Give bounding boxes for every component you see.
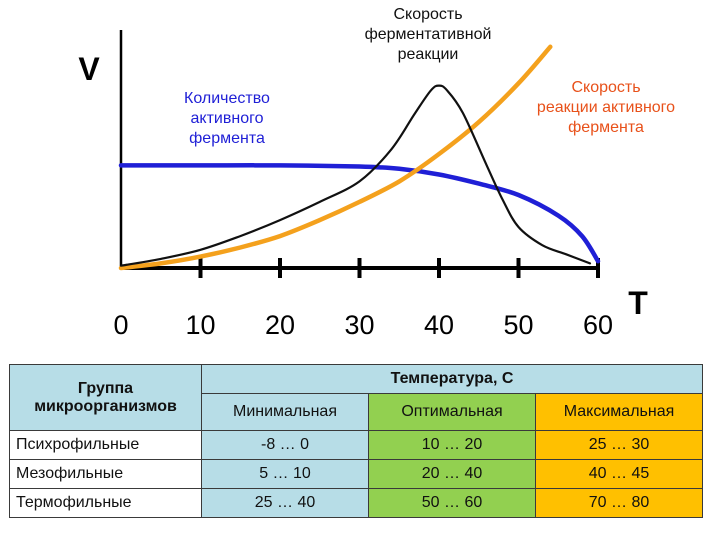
active-enzyme-rate-line (121, 47, 550, 268)
label-active-enzyme-rate: Скорость реакции активного фермента (536, 79, 676, 136)
row-name: Мезофильные (10, 460, 202, 489)
subheader-max: Максимальная (536, 394, 703, 431)
table-header-row (10, 365, 703, 394)
row-opt: 50 … 60 (369, 489, 536, 518)
header-temperature: Температура, С (202, 365, 703, 394)
row-max: 40 … 45 (536, 460, 703, 489)
x-tick-label: 40 (423, 310, 455, 340)
microorganism-temperature-table (9, 364, 703, 518)
y-axis-label: V (78, 51, 100, 87)
x-tick-label: 30 (344, 310, 375, 340)
row-max: 70 … 80 (536, 489, 703, 518)
active-enzyme-amount-line (121, 165, 598, 261)
subheader-min: Минимальная (202, 394, 369, 431)
row-min: 5 … 10 (202, 460, 369, 489)
table-row (10, 489, 703, 518)
x-tick-label: 50 (503, 310, 534, 340)
row-max: 25 … 30 (536, 431, 703, 460)
table-row (10, 460, 703, 489)
row-name: Термофильные (10, 489, 202, 518)
label-active-enzyme-amount: Количество активного фермента (184, 90, 270, 147)
row-opt: 10 … 20 (369, 431, 536, 460)
row-min: -8 … 0 (202, 431, 369, 460)
x-tick-label: 0 (113, 310, 129, 340)
x-axis-label: T (628, 285, 648, 321)
x-tick-label: 60 (582, 310, 614, 340)
header-group: Группа микроорганизмов (10, 365, 202, 431)
label-enzymatic-rate: Скорость ферментативной реакции (364, 6, 492, 63)
row-opt: 20 … 40 (369, 460, 536, 489)
x-tick-label: 10 (185, 310, 216, 340)
table-row (10, 431, 703, 460)
subheader-opt: Оптимальная (369, 394, 536, 431)
x-tick-label: 20 (264, 310, 296, 340)
row-min: 25 … 40 (202, 489, 369, 518)
row-name: Психрофильные (10, 431, 202, 460)
